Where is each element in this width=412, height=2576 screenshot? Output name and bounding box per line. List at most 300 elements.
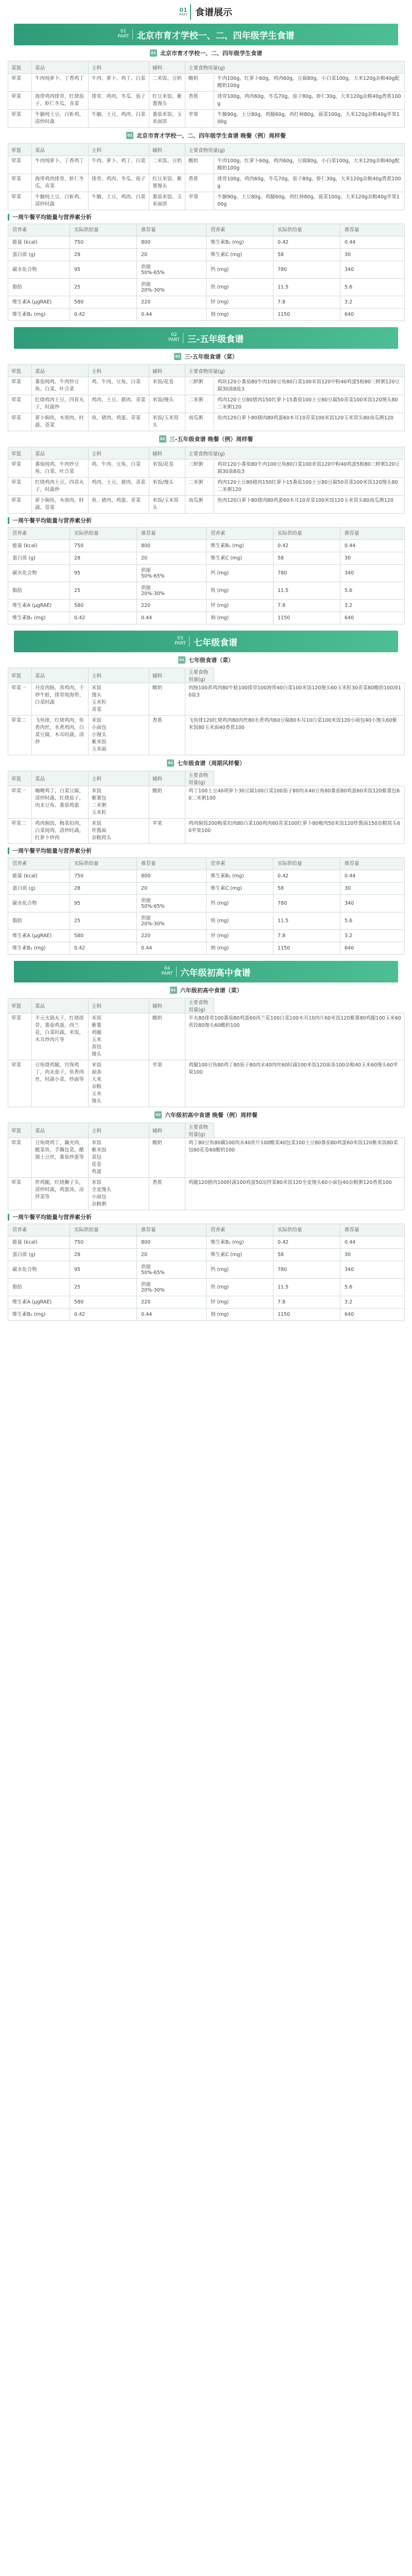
menu-cell: 红烧鸡肉土豆，四喜丸子，时蔬炒 bbox=[32, 395, 89, 413]
nutrition-cell: 0.42 bbox=[70, 612, 137, 624]
menu-col-header: 辅料 bbox=[149, 144, 185, 156]
nutrition-title-text: 一周午餐平均能量与营养素分析 bbox=[12, 1214, 92, 1221]
menu-col-header: 主料 bbox=[89, 668, 149, 683]
menu-col-header: 菜品 bbox=[32, 61, 89, 74]
nutrition-col-header: 营养素 bbox=[8, 528, 70, 540]
nutrition-cell: 0.44 bbox=[137, 1309, 207, 1321]
nutrition-cell: 5.6 bbox=[340, 1279, 405, 1296]
menu-col-header: 菜品 bbox=[32, 668, 89, 683]
menu-table-header bbox=[8, 771, 405, 786]
banner-number bbox=[168, 333, 183, 343]
nutrition-cell: 25 bbox=[70, 279, 137, 296]
nutrition-row bbox=[8, 1309, 405, 1321]
menu-cell: 荤菜 bbox=[8, 192, 32, 210]
menu-table bbox=[8, 771, 405, 844]
nutrition-col-header: 推荐量 bbox=[340, 1224, 405, 1236]
nutrition-col-header: 推荐量 bbox=[340, 528, 405, 540]
nutrition-cell: 800 bbox=[137, 540, 207, 552]
menu-col-header: 主要食物用量(g) bbox=[185, 668, 214, 683]
nutrition-cell: 0.44 bbox=[340, 1236, 405, 1249]
nutrition-cell: 5.6 bbox=[340, 279, 405, 296]
nutrition-cell: 28 bbox=[70, 883, 137, 895]
menu-cell: 二米粥 bbox=[185, 395, 214, 413]
menu-cell: 荤菜一 bbox=[8, 683, 32, 716]
menu-cell: 香蕉 bbox=[185, 174, 214, 192]
nutrition-cell: 58 bbox=[273, 883, 340, 895]
menu-cell: 鸡、牛肉、豆角、白菜 bbox=[89, 377, 149, 395]
nutrition-col-header: 推荐量 bbox=[137, 528, 207, 540]
page-header bbox=[8, 0, 404, 24]
nutrition-cell: 供能 50%-65% bbox=[137, 1261, 207, 1279]
nutrition-cell: 供能 50%-65% bbox=[137, 895, 207, 912]
menu-cell: 牛肉、萝卜、鸡丁、白菜 bbox=[89, 156, 149, 174]
menu-cell: 荤菜 bbox=[8, 377, 32, 395]
nutrition-cell: 维生素A (μgRAE) bbox=[8, 1296, 70, 1309]
menu-col-header: 主料 bbox=[89, 771, 149, 786]
menu-col-header: 菜品 bbox=[32, 447, 89, 460]
menu-table-row bbox=[8, 786, 405, 819]
menu-cell: 鸡腿120猪肉100时蔬100鸡蛋50凉拌菜80米饭120全麦馒头60小面包40杂粮粥120香蕉100 bbox=[185, 1178, 405, 1210]
menu-col-header: 荤篮 bbox=[8, 998, 32, 1013]
nutrition-analysis bbox=[8, 1210, 404, 1321]
menu-table-row bbox=[8, 74, 405, 92]
nutrition-header-row bbox=[8, 1224, 405, 1236]
section-spacer bbox=[8, 321, 404, 327]
subtitle-number: 01 bbox=[178, 656, 185, 664]
nutrition-cell: 0.42 bbox=[70, 942, 137, 955]
menu-cell: 米饭/馒头 bbox=[149, 395, 185, 413]
menu-cell: 酸奶 bbox=[185, 156, 214, 174]
nutrition-cell: 供能 50%-65% bbox=[137, 565, 207, 582]
menu-table-row bbox=[8, 1013, 405, 1060]
nutrition-row bbox=[8, 930, 405, 942]
nutrition-cell: 220 bbox=[137, 600, 207, 612]
nutrition-cell: 25 bbox=[70, 582, 137, 600]
nutrition-col-header: 实际供给量 bbox=[273, 1224, 340, 1236]
banner-number bbox=[175, 636, 190, 647]
subtitle-text: 六年级初高中食谱 晚餐（例）周样餐 bbox=[165, 1112, 258, 1118]
menu-cell: 排骨、鸡肉、冬瓜、茄子 bbox=[89, 92, 149, 110]
menu-cell: 苹果 bbox=[185, 110, 214, 128]
menu-cell: 鸡腿100豆角80鸡丁80茄子80肉末40肉丝60时蔬100米饭120面条100杂粮40玉米60馒头60苹果100 bbox=[185, 1060, 405, 1107]
menu-table-row bbox=[8, 1138, 405, 1178]
nutrition-cell: 7.8 bbox=[273, 1296, 340, 1309]
nutrition-cell: 580 bbox=[70, 930, 137, 942]
subtitle-text: 北京市育才学校一、二、四年级学生食谱 晚餐（例）周样餐 bbox=[136, 132, 286, 139]
menu-table-row bbox=[8, 1060, 405, 1107]
menu-cell: 番茄炖鸡、牛肉炒豆角、白菜、叶合菜 bbox=[32, 377, 89, 395]
nutrition-cell: 维生素C (mg) bbox=[207, 249, 273, 261]
title-accent-bar bbox=[8, 1214, 9, 1221]
nutrition-cell: 锌 (mg) bbox=[207, 1296, 273, 1309]
menu-cell: 豆角烧鸡腿，宫保鸡丁，肉末茄子，鱼香肉丝，时蔬小菜，炒面等 bbox=[32, 1060, 89, 1107]
menu-table bbox=[8, 1123, 405, 1210]
menu-cell: 鸡、牛肉、豆角、白菜 bbox=[89, 460, 149, 478]
menu-cell: 荤菜 bbox=[8, 1013, 32, 1060]
nutrition-cell: 580 bbox=[70, 296, 137, 309]
menu-cell: 红烧鸡肉土豆，四喜丸子，时蔬炒 bbox=[32, 478, 89, 496]
menu-col-header: 主料 bbox=[89, 998, 149, 1013]
nutrition-cell: 640 bbox=[340, 1309, 405, 1321]
nutrition-cell: 钙 (mg) bbox=[207, 895, 273, 912]
nutrition-col-header: 营养素 bbox=[8, 1224, 70, 1236]
banner-number-value: 01 bbox=[120, 29, 127, 35]
section-spacer bbox=[8, 955, 404, 961]
menu-cell: 酸奶 bbox=[149, 1013, 185, 1060]
nutrition-cell: 铁 (mg) bbox=[207, 912, 273, 930]
nutrition-cell: 维生素C (mg) bbox=[207, 552, 273, 565]
nutrition-cell: 1150 bbox=[273, 612, 340, 624]
menu-table-row bbox=[8, 192, 405, 210]
nutrition-row bbox=[8, 552, 405, 565]
menu-cell: 米饭 紫薯 鸡腿 玉米 蒸饺 馒头 bbox=[89, 1013, 149, 1060]
nutrition-cell: 0.44 bbox=[340, 540, 405, 552]
menu-cell: 番茄炖鸡、牛肉炒豆角、白菜、叶合菜 bbox=[32, 460, 89, 478]
nutrition-col-header: 推荐量 bbox=[137, 224, 207, 236]
menu-cell: 二米饭、豆奶 bbox=[149, 74, 185, 92]
nutrition-cell: 30 bbox=[340, 249, 405, 261]
menu-cell: 香蕉 bbox=[185, 92, 214, 110]
nutrition-cell: 铁 (mg) bbox=[207, 582, 273, 600]
nutrition-cell: 蛋白质 (g) bbox=[8, 883, 70, 895]
subtitle-number: 02 bbox=[159, 435, 166, 443]
menu-subtitle bbox=[8, 349, 404, 364]
nutrition-cell: 0.44 bbox=[137, 309, 207, 321]
banner-number-sub: PART bbox=[161, 971, 173, 976]
nutrition-col-header: 营养素 bbox=[207, 858, 273, 870]
subtitle-text: 三-五年级食谱 晚餐（例）周样餐 bbox=[169, 436, 253, 443]
section-spacer bbox=[8, 1321, 404, 1327]
nutrition-cell: 780 bbox=[273, 895, 340, 912]
menu-table-header bbox=[8, 144, 405, 156]
nutrition-cell: 30 bbox=[340, 883, 405, 895]
menu-cell: 飞鱼排，红烧鸡肉，鱼香肉丝，水煮鸡肉，白菜豆腐，木耳时蔬、清炒 bbox=[32, 716, 89, 755]
menu-cell: 荤菜 bbox=[8, 174, 32, 192]
menu-col-header: 荤篮 bbox=[8, 668, 32, 683]
menu-cell: 排骨、鸡肉、冬瓜、茄子 bbox=[89, 174, 149, 192]
subtitle-text: 北京市育才学校一、二、四年级学生食谱 bbox=[160, 50, 262, 57]
nutrition-cell: 780 bbox=[273, 565, 340, 582]
nutrition-cell: 95 bbox=[70, 1261, 137, 1279]
menu-cell: 鸡丁80豆角80藕100肉末40鱼片100酸菜40包菜100土豆80番茄80鸡蛋60米饭120紫米饭80菜包60花卷60酸奶100 bbox=[185, 1138, 405, 1178]
subtitle-text: 三-五年级食谱（菜） bbox=[184, 353, 238, 360]
nutrition-row bbox=[8, 895, 405, 912]
menu-col-header: 菜篮 bbox=[8, 61, 32, 74]
menu-table-row bbox=[8, 174, 405, 192]
nutrition-cell: 25 bbox=[70, 912, 137, 930]
nutrition-cell: 20 bbox=[137, 883, 207, 895]
menu-col-header: 主要食物用量(g) bbox=[185, 144, 405, 156]
banner-number-sub: PART bbox=[168, 337, 180, 343]
menu-cell: 米饭 紫米饭 菜包 花卷 鸡蛋 bbox=[89, 1138, 149, 1178]
menu-cell: 牛腩90g，土豆80g，鸡腿60g，西红柿80g，菠菜100g，大米120g杂粮40g苹果100g bbox=[214, 192, 405, 210]
nutrition-cell: 58 bbox=[273, 249, 340, 261]
nutrition-cell: 0.44 bbox=[137, 612, 207, 624]
menu-subtitle bbox=[8, 128, 404, 143]
menu-cell: 鱼肉120白萝卜80猪肉80鸡蛋60木耳10青菜100米饭120玉米窝头80南瓜粥120 bbox=[214, 413, 405, 431]
menu-cell: 米饭 面条 大米 杂粮 玉米 馒头 bbox=[89, 1060, 149, 1107]
menu-col-header: 主料 bbox=[89, 61, 149, 74]
section bbox=[8, 24, 404, 327]
menu-cell: 排骨100g，鸡肉60g，冬瓜70g，茄子80g，虾仁30g，大米120g杂粮40g香蕉100g bbox=[214, 174, 405, 192]
nutrition-cell: 钙 (mg) bbox=[207, 565, 273, 582]
menu-table-row bbox=[8, 1178, 405, 1210]
menu-cell: 荤菜 bbox=[8, 496, 32, 514]
menu-table-row bbox=[8, 716, 405, 755]
nutrition-cell: 蛋白质 (g) bbox=[8, 1249, 70, 1261]
banner-title: 六年级初高中食谱 bbox=[180, 968, 251, 978]
menu-table-row bbox=[8, 377, 405, 395]
section bbox=[8, 631, 404, 961]
menu-table-row bbox=[8, 460, 405, 478]
nutrition-cell: 供能 20%-30% bbox=[137, 1279, 207, 1296]
nutrition-cell: 0.44 bbox=[137, 942, 207, 955]
menu-cell: 牛腩90g，土豆80g，鸡腿60g，西红柿80g，菠菜100g，大米120g杂粮40g苹果100g bbox=[214, 110, 405, 128]
nutrition-cell: 维生素C (mg) bbox=[207, 883, 273, 895]
subtitle-number: 02 bbox=[167, 759, 174, 767]
menu-col-header: 菜品 bbox=[32, 771, 89, 786]
menu-cell: 米饭/玉米窝头 bbox=[149, 496, 185, 514]
nutrition-cell: 碳水化合物 bbox=[8, 565, 70, 582]
menu-col-header: 辅料 bbox=[149, 998, 185, 1013]
menu-cell: 米饭/馒头 bbox=[149, 478, 185, 496]
nutrition-col-header: 推荐量 bbox=[137, 1224, 207, 1236]
menu-cell: 荤菜 bbox=[8, 74, 32, 92]
nutrition-cell: 1150 bbox=[273, 1309, 340, 1321]
menu-col-header: 主要食物用量(g) bbox=[185, 447, 405, 460]
nutrition-row bbox=[8, 309, 405, 321]
menu-cell: 南瓜粥 bbox=[185, 413, 214, 431]
menu-cell: 荤菜 bbox=[8, 478, 32, 496]
menu-subtitle bbox=[8, 431, 404, 447]
nutrition-cell: 30 bbox=[340, 552, 405, 565]
menu-cell: 番茄米饭、玉米面饼 bbox=[149, 110, 185, 128]
nutrition-row bbox=[8, 540, 405, 552]
subtitle-text: 六年级初高中食谱（菜） bbox=[180, 987, 243, 994]
subtitle-text: 七年级食谱（菜） bbox=[188, 657, 234, 664]
nutrition-cell: 750 bbox=[70, 236, 137, 249]
nutrition-cell: 0.42 bbox=[273, 236, 340, 249]
nutrition-row bbox=[8, 942, 405, 955]
banner-number-value: 03 bbox=[177, 636, 183, 641]
nutrition-cell: 7.8 bbox=[273, 600, 340, 612]
nutrition-cell: 20 bbox=[137, 1249, 207, 1261]
nutrition-cell: 锌 (mg) bbox=[207, 296, 273, 309]
nutrition-cell: 3.2 bbox=[340, 930, 405, 942]
nutrition-row bbox=[8, 912, 405, 930]
nutrition-cell: 维生素B₁ (mg) bbox=[207, 870, 273, 883]
nutrition-table bbox=[8, 1224, 405, 1321]
menu-subtitle bbox=[8, 45, 404, 61]
nutrition-row bbox=[8, 1249, 405, 1261]
menu-cell: 鸡肉120土豆80猪肉150红萝卜15番茄100土豆80豆腐50青菜100米饭120馒头80二米粥120 bbox=[214, 395, 405, 413]
menu-cell: 荤菜二 bbox=[8, 716, 32, 755]
menu-cell: 飞鱼排120红烧鸡肉80肉丝80水煮鸡肉60豆腐80木耳10白菜100米饭120小面包40小馒头60紫米饭80玉米面40香蕉100 bbox=[185, 716, 405, 755]
menu-table bbox=[8, 447, 405, 514]
nutrition-cell: 0.42 bbox=[70, 309, 137, 321]
header-number: 01 PART bbox=[180, 4, 191, 20]
nutrition-cell: 3.2 bbox=[340, 296, 405, 309]
menu-cell: 米饭 炸酱面 杂粮窝头 bbox=[89, 819, 149, 844]
nutrition-col-header: 实际供给量 bbox=[70, 858, 137, 870]
menu-subtitle bbox=[8, 982, 404, 998]
nutrition-cell: 钠 (mg) bbox=[207, 309, 273, 321]
menu-cell: 萝卜焖鱼，木须肉，时蔬、苍菜 bbox=[32, 496, 89, 514]
nutrition-row bbox=[8, 236, 405, 249]
nutrition-cell: 锌 (mg) bbox=[207, 930, 273, 942]
nutrition-cell: 5.6 bbox=[340, 582, 405, 600]
nutrition-row bbox=[8, 870, 405, 883]
menu-cell: 羊元火锅丸子，红烧排骨，番茄鸡蛋，西兰花，白菜时蔬，米饭，木耳炒肉片等 bbox=[32, 1013, 89, 1060]
nutrition-col-header: 推荐量 bbox=[137, 858, 207, 870]
nutrition-cell: 800 bbox=[137, 236, 207, 249]
nutrition-cell: 维生素B₁ (mg) bbox=[207, 236, 273, 249]
menu-cell: 苹果 bbox=[149, 1060, 185, 1107]
menu-cell: 酸奶 bbox=[185, 74, 214, 92]
menu-cell: 牛腩、土豆、鸡肉、白菜 bbox=[89, 192, 149, 210]
menu-cell: 荤菜 bbox=[8, 460, 32, 478]
nutrition-cell: 0.42 bbox=[273, 1236, 340, 1249]
nutrition-cell: 供能 20%-30% bbox=[137, 582, 207, 600]
nutrition-cell: 11.5 bbox=[273, 582, 340, 600]
nutrition-table bbox=[8, 857, 405, 955]
menu-col-header: 辅料 bbox=[149, 365, 185, 377]
menu-table-row bbox=[8, 156, 405, 174]
subtitle-number: 02 bbox=[126, 132, 133, 139]
menu-cell: 荤菜 bbox=[8, 413, 32, 431]
nutrition-cell: 58 bbox=[273, 1249, 340, 1261]
nutrition-cell: 碳水化合物 bbox=[8, 895, 70, 912]
nutrition-cell: 0.42 bbox=[273, 540, 340, 552]
menu-table bbox=[8, 143, 405, 210]
nutrition-col-header: 实际供给量 bbox=[273, 224, 340, 236]
menu-cell: 鸡肉、土豆、猪肉、青菜 bbox=[89, 478, 149, 496]
nutrition-cell: 28 bbox=[70, 249, 137, 261]
nutrition-cell: 220 bbox=[137, 930, 207, 942]
menu-cell: 牛肉炖萝卜、丁香鸡丁 bbox=[32, 74, 89, 92]
menu-col-header: 主料 bbox=[89, 365, 149, 377]
section bbox=[8, 327, 404, 631]
menu-col-header: 主料 bbox=[89, 1123, 149, 1138]
nutrition-cell: 0.44 bbox=[340, 236, 405, 249]
nutrition-cell: 维生素B₂ (mg) bbox=[8, 309, 70, 321]
nutrition-cell: 脂肪 bbox=[8, 279, 70, 296]
nutrition-cell: 蛋白质 (g) bbox=[8, 552, 70, 565]
menu-col-header: 荤篮 bbox=[8, 365, 32, 377]
menu-cell: 荤菜一 bbox=[8, 786, 32, 819]
menu-col-header: 菜品 bbox=[32, 1123, 89, 1138]
nutrition-cell: 7.8 bbox=[273, 930, 340, 942]
menu-table-header bbox=[8, 998, 405, 1013]
nutrition-col-header: 实际供给量 bbox=[70, 1224, 137, 1236]
menu-cell: 苹果 bbox=[185, 192, 214, 210]
nutrition-cell: 1150 bbox=[273, 309, 340, 321]
nutrition-cell: 640 bbox=[340, 942, 405, 955]
menu-col-header: 荤篮 bbox=[8, 1123, 32, 1138]
section-banner bbox=[14, 961, 398, 982]
menu-cell: 牛腩炖土豆、白斩鸡、清炒时蔬 bbox=[32, 192, 89, 210]
nutrition-cell: 800 bbox=[137, 870, 207, 883]
nutrition-header-row bbox=[8, 528, 405, 540]
nutrition-cell: 0.44 bbox=[340, 870, 405, 883]
nutrition-row bbox=[8, 565, 405, 582]
nutrition-cell: 7.8 bbox=[273, 296, 340, 309]
nutrition-col-header: 推荐量 bbox=[340, 858, 405, 870]
menu-table-header bbox=[8, 668, 405, 683]
menu-table bbox=[8, 998, 405, 1107]
nutrition-cell: 340 bbox=[340, 565, 405, 582]
nutrition-cell: 580 bbox=[70, 1296, 137, 1309]
nutrition-cell: 脂肪 bbox=[8, 912, 70, 930]
nutrition-cell: 20 bbox=[137, 552, 207, 565]
nutrition-header-row bbox=[8, 858, 405, 870]
nutrition-cell: 640 bbox=[340, 612, 405, 624]
nutrition-cell: 750 bbox=[70, 540, 137, 552]
nutrition-cell: 能量 (kcal) bbox=[8, 870, 70, 883]
nutrition-cell: 1150 bbox=[273, 942, 340, 955]
menu-cell: 米饭 小面包 小馒头 紫米饭 玉米面 bbox=[89, 716, 149, 755]
menu-table-header bbox=[8, 61, 405, 74]
menu-col-header: 荤篮 bbox=[8, 447, 32, 460]
nutrition-title bbox=[8, 844, 404, 857]
menu-col-header: 辅料 bbox=[149, 1123, 185, 1138]
menu-cell: 米饭/花卷 bbox=[149, 460, 185, 478]
banner-number-sub: PART bbox=[117, 34, 129, 39]
menu-cell: 鸡肉120土豆80猪肉150红萝卜15番茄100土豆80豆腐50青菜100米饭120馒头80二米粥120 bbox=[214, 478, 405, 496]
nutrition-cell: 340 bbox=[340, 895, 405, 912]
nutrition-cell: 钙 (mg) bbox=[207, 1261, 273, 1279]
banner-number-value: 04 bbox=[164, 966, 170, 972]
nutrition-cell: 能量 (kcal) bbox=[8, 1236, 70, 1249]
nutrition-cell: 维生素B₂ (mg) bbox=[8, 942, 70, 955]
nutrition-cell: 58 bbox=[273, 552, 340, 565]
banner-number-sub: PART bbox=[174, 641, 186, 646]
nutrition-row bbox=[8, 1279, 405, 1296]
menu-cell: 米饭 紫薯包 二米粥 玉米粒 bbox=[89, 786, 149, 819]
nutrition-cell: 220 bbox=[137, 296, 207, 309]
nutrition-cell: 95 bbox=[70, 261, 137, 279]
menu-col-header: 主要食物用量(g) bbox=[185, 365, 405, 377]
nutrition-cell: 220 bbox=[137, 1296, 207, 1309]
menu-col-header: 主料 bbox=[89, 447, 149, 460]
nutrition-row bbox=[8, 1296, 405, 1309]
nutrition-cell: 碳水化合物 bbox=[8, 261, 70, 279]
menu-cell: 牛腩、土豆、鸡肉、白菜 bbox=[89, 110, 149, 128]
nutrition-cell: 3.2 bbox=[340, 1296, 405, 1309]
menu-cell: 米饭 全麦馒头 小面包 杂粮粥 bbox=[89, 1178, 149, 1210]
nutrition-cell: 铁 (mg) bbox=[207, 1279, 273, 1296]
menu-table-row bbox=[8, 496, 405, 514]
menu-cell: 苹果 bbox=[149, 819, 185, 844]
title-accent-bar bbox=[8, 517, 9, 524]
page-title: 食谱展示 bbox=[195, 7, 232, 18]
menu-subtitle bbox=[8, 652, 404, 668]
menu-cell: 鸡块120小番茄80牛肉100豆角80白菜100米饭120中粉40鸡蛋5根80三鲜粥120豆腐30油8盐3 bbox=[214, 460, 405, 478]
nutrition-title bbox=[8, 210, 404, 224]
nutrition-col-header: 推荐量 bbox=[340, 224, 405, 236]
menu-table-row bbox=[8, 92, 405, 110]
menu-cell: 排骨100g，鸡肉60g，冬瓜70g，茄子80g，虾仁30g，大米120g杂粮40g香蕉100g bbox=[214, 92, 405, 110]
section-banner bbox=[14, 327, 398, 349]
nutrition-col-header: 实际供给量 bbox=[70, 224, 137, 236]
menu-table-row bbox=[8, 478, 405, 496]
menu-cell: 鸡肉焖饭，梅菜扣肉，白菜炖鸡，清炒时蔬，红萝卜炒肉 bbox=[32, 819, 89, 844]
nutrition-col-header: 实际供给量 bbox=[70, 528, 137, 540]
menu-cell: 鸡丁100土豆40胡萝卜30豆腐100白菜100茄子80肉末40豆角80番茄80鸡蛋60米饭120紫薯包60二米粥100 bbox=[185, 786, 405, 819]
nutrition-col-header: 实际供给量 bbox=[273, 858, 340, 870]
menu-cell: 红豆米饭、紫薯馒头 bbox=[149, 174, 185, 192]
section bbox=[8, 961, 404, 1327]
